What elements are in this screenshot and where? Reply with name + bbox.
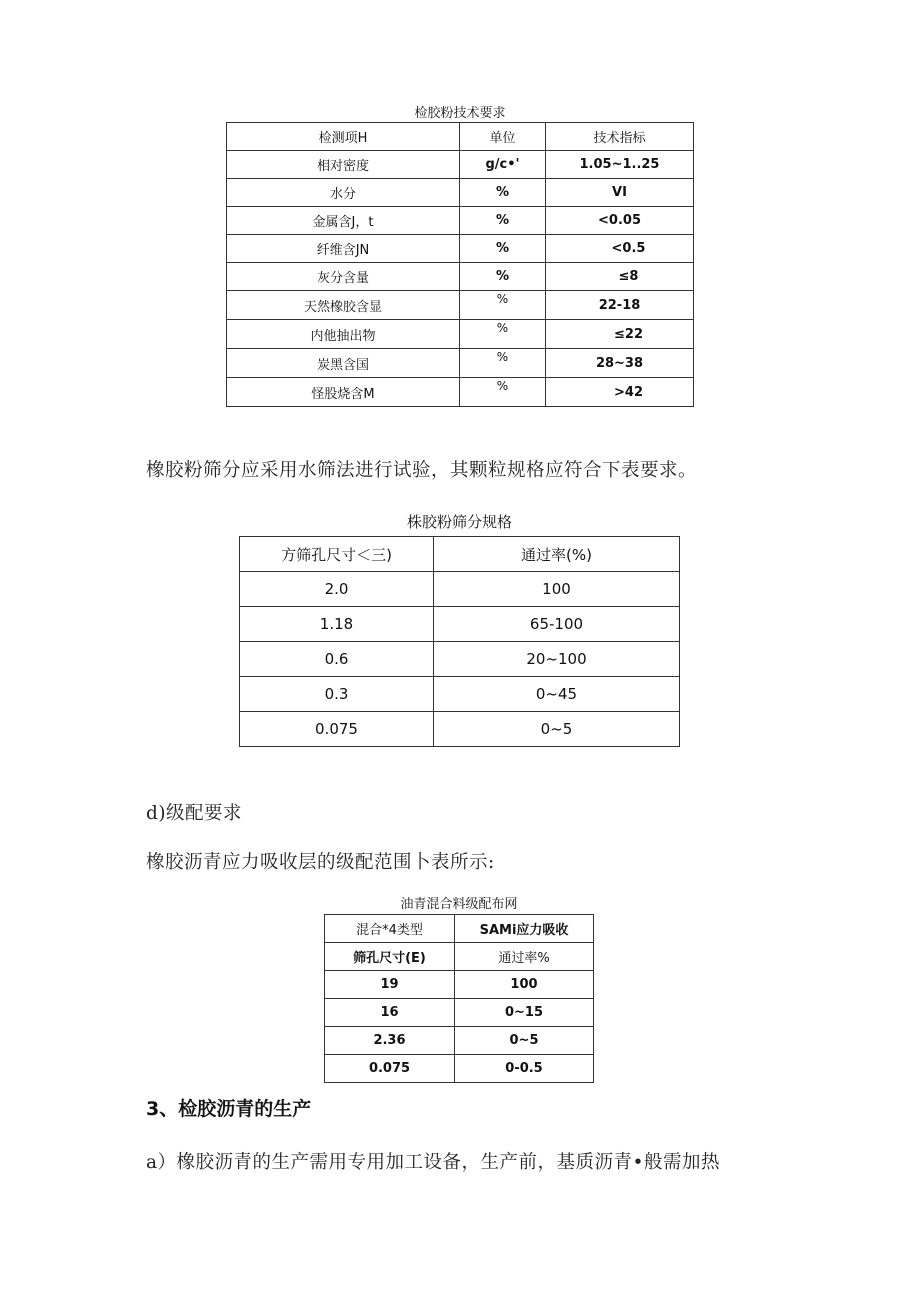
table-cell: 22-18	[546, 291, 694, 320]
header-cell: 方筛孔尺寸＜三)	[240, 537, 434, 572]
table-row	[227, 378, 694, 407]
table-cell: %	[460, 179, 546, 207]
header-cell: 混合*4类型	[325, 915, 455, 943]
table-row	[227, 151, 694, 179]
table-cell: 100	[455, 971, 594, 999]
header-cell: 通过率(%)	[434, 537, 680, 572]
table-cell: 100	[434, 572, 680, 607]
paragraph-sieve-method: 橡胶粉筛分应采用水筛法进行试验，其颗粒规格应符合下表要求。	[146, 460, 698, 481]
table-cell: <0.05	[546, 207, 694, 235]
table-cell: %	[460, 207, 546, 235]
header-cell: 检测项H	[227, 123, 460, 151]
table-cell: 0-0.5	[455, 1055, 594, 1083]
table-cell: 1.18	[240, 607, 434, 642]
table-cell: 0.6	[240, 642, 434, 677]
header-cell: 通过率%	[455, 943, 594, 971]
table-cell: %	[460, 291, 546, 320]
table-cell: 0.075	[240, 712, 434, 747]
rubber-powder-spec-table	[226, 122, 694, 407]
table-cell: 0.075	[325, 1055, 455, 1083]
table-cell: 天然橡胶含显	[227, 291, 460, 320]
header-cell: 筛孔尺寸(E)	[325, 943, 455, 971]
table-row	[227, 207, 694, 235]
table-header-row	[325, 915, 594, 943]
table-subheader-row	[325, 943, 594, 971]
table-row	[325, 971, 594, 999]
table-row	[227, 320, 694, 349]
table-row	[325, 1055, 594, 1083]
paragraph-production: a）橡胶沥青的生产需用专用加工设备，生产前，基质沥青•般需加热	[146, 1152, 720, 1173]
table-cell: %	[460, 320, 546, 349]
table-row	[325, 999, 594, 1027]
gradation-table	[324, 914, 594, 1083]
table-cell: 0~15	[455, 999, 594, 1027]
table-row	[240, 712, 680, 747]
table1-caption: 检胶粉技术要求	[414, 106, 506, 121]
table-row	[227, 291, 694, 320]
table-cell: ≤8	[546, 263, 694, 291]
table-cell: 2.36	[325, 1027, 455, 1055]
table-cell: 0~5	[434, 712, 680, 747]
header-cell: 单位	[460, 123, 546, 151]
table-header-row	[240, 537, 680, 572]
table-row	[227, 179, 694, 207]
table-row	[240, 677, 680, 712]
table-row	[227, 349, 694, 378]
table-cell: ≤22	[546, 320, 694, 349]
table-row	[227, 235, 694, 263]
table-cell: <0.5	[546, 235, 694, 263]
table-cell: 纤维含JN	[227, 235, 460, 263]
header-cell: 技术指标	[546, 123, 694, 151]
table-cell: 0~45	[434, 677, 680, 712]
paragraph-gradation-range: 橡胶沥青应力吸收层的级配范围卜表所示:	[146, 852, 495, 873]
table3-caption: 油青混合料级配布网	[400, 897, 518, 912]
section-heading-production: 3、检胶沥青的生产	[146, 1098, 312, 1120]
table-cell: >42	[546, 378, 694, 407]
table-cell: 内他抽出物	[227, 320, 460, 349]
table-cell: 2.0	[240, 572, 434, 607]
table-row	[240, 607, 680, 642]
table-row	[325, 1027, 594, 1055]
table-cell: 0~5	[455, 1027, 594, 1055]
sieve-spec-table	[239, 536, 680, 747]
table-cell: 16	[325, 999, 455, 1027]
table-cell: %	[460, 263, 546, 291]
table-cell: 怪股烧含M	[227, 378, 460, 407]
table-cell: 0.3	[240, 677, 434, 712]
table-cell: %	[460, 349, 546, 378]
table-row	[240, 642, 680, 677]
table-cell: %	[460, 235, 546, 263]
table-cell: 灰分含量	[227, 263, 460, 291]
table-cell: VI	[546, 179, 694, 207]
table-row	[240, 572, 680, 607]
header-cell: SAMi应力吸收	[455, 915, 594, 943]
table-row	[227, 263, 694, 291]
table-cell: 炭黑含国	[227, 349, 460, 378]
table-cell: 相对密度	[227, 151, 460, 179]
table-cell: 20~100	[434, 642, 680, 677]
table-cell: 水分	[227, 179, 460, 207]
table-cell: 1.05~1..25	[546, 151, 694, 179]
table2-caption: 株胶粉筛分规格	[406, 513, 512, 531]
table-cell: 19	[325, 971, 455, 999]
table-cell: 金属含J，t	[227, 207, 460, 235]
section-heading-gradation: d)级配要求	[146, 803, 243, 824]
table-header-row	[227, 123, 694, 151]
table-cell: 65-100	[434, 607, 680, 642]
table-cell: 28~38	[546, 349, 694, 378]
table-cell: %	[460, 378, 546, 407]
table-cell: g/c•'	[460, 151, 546, 179]
